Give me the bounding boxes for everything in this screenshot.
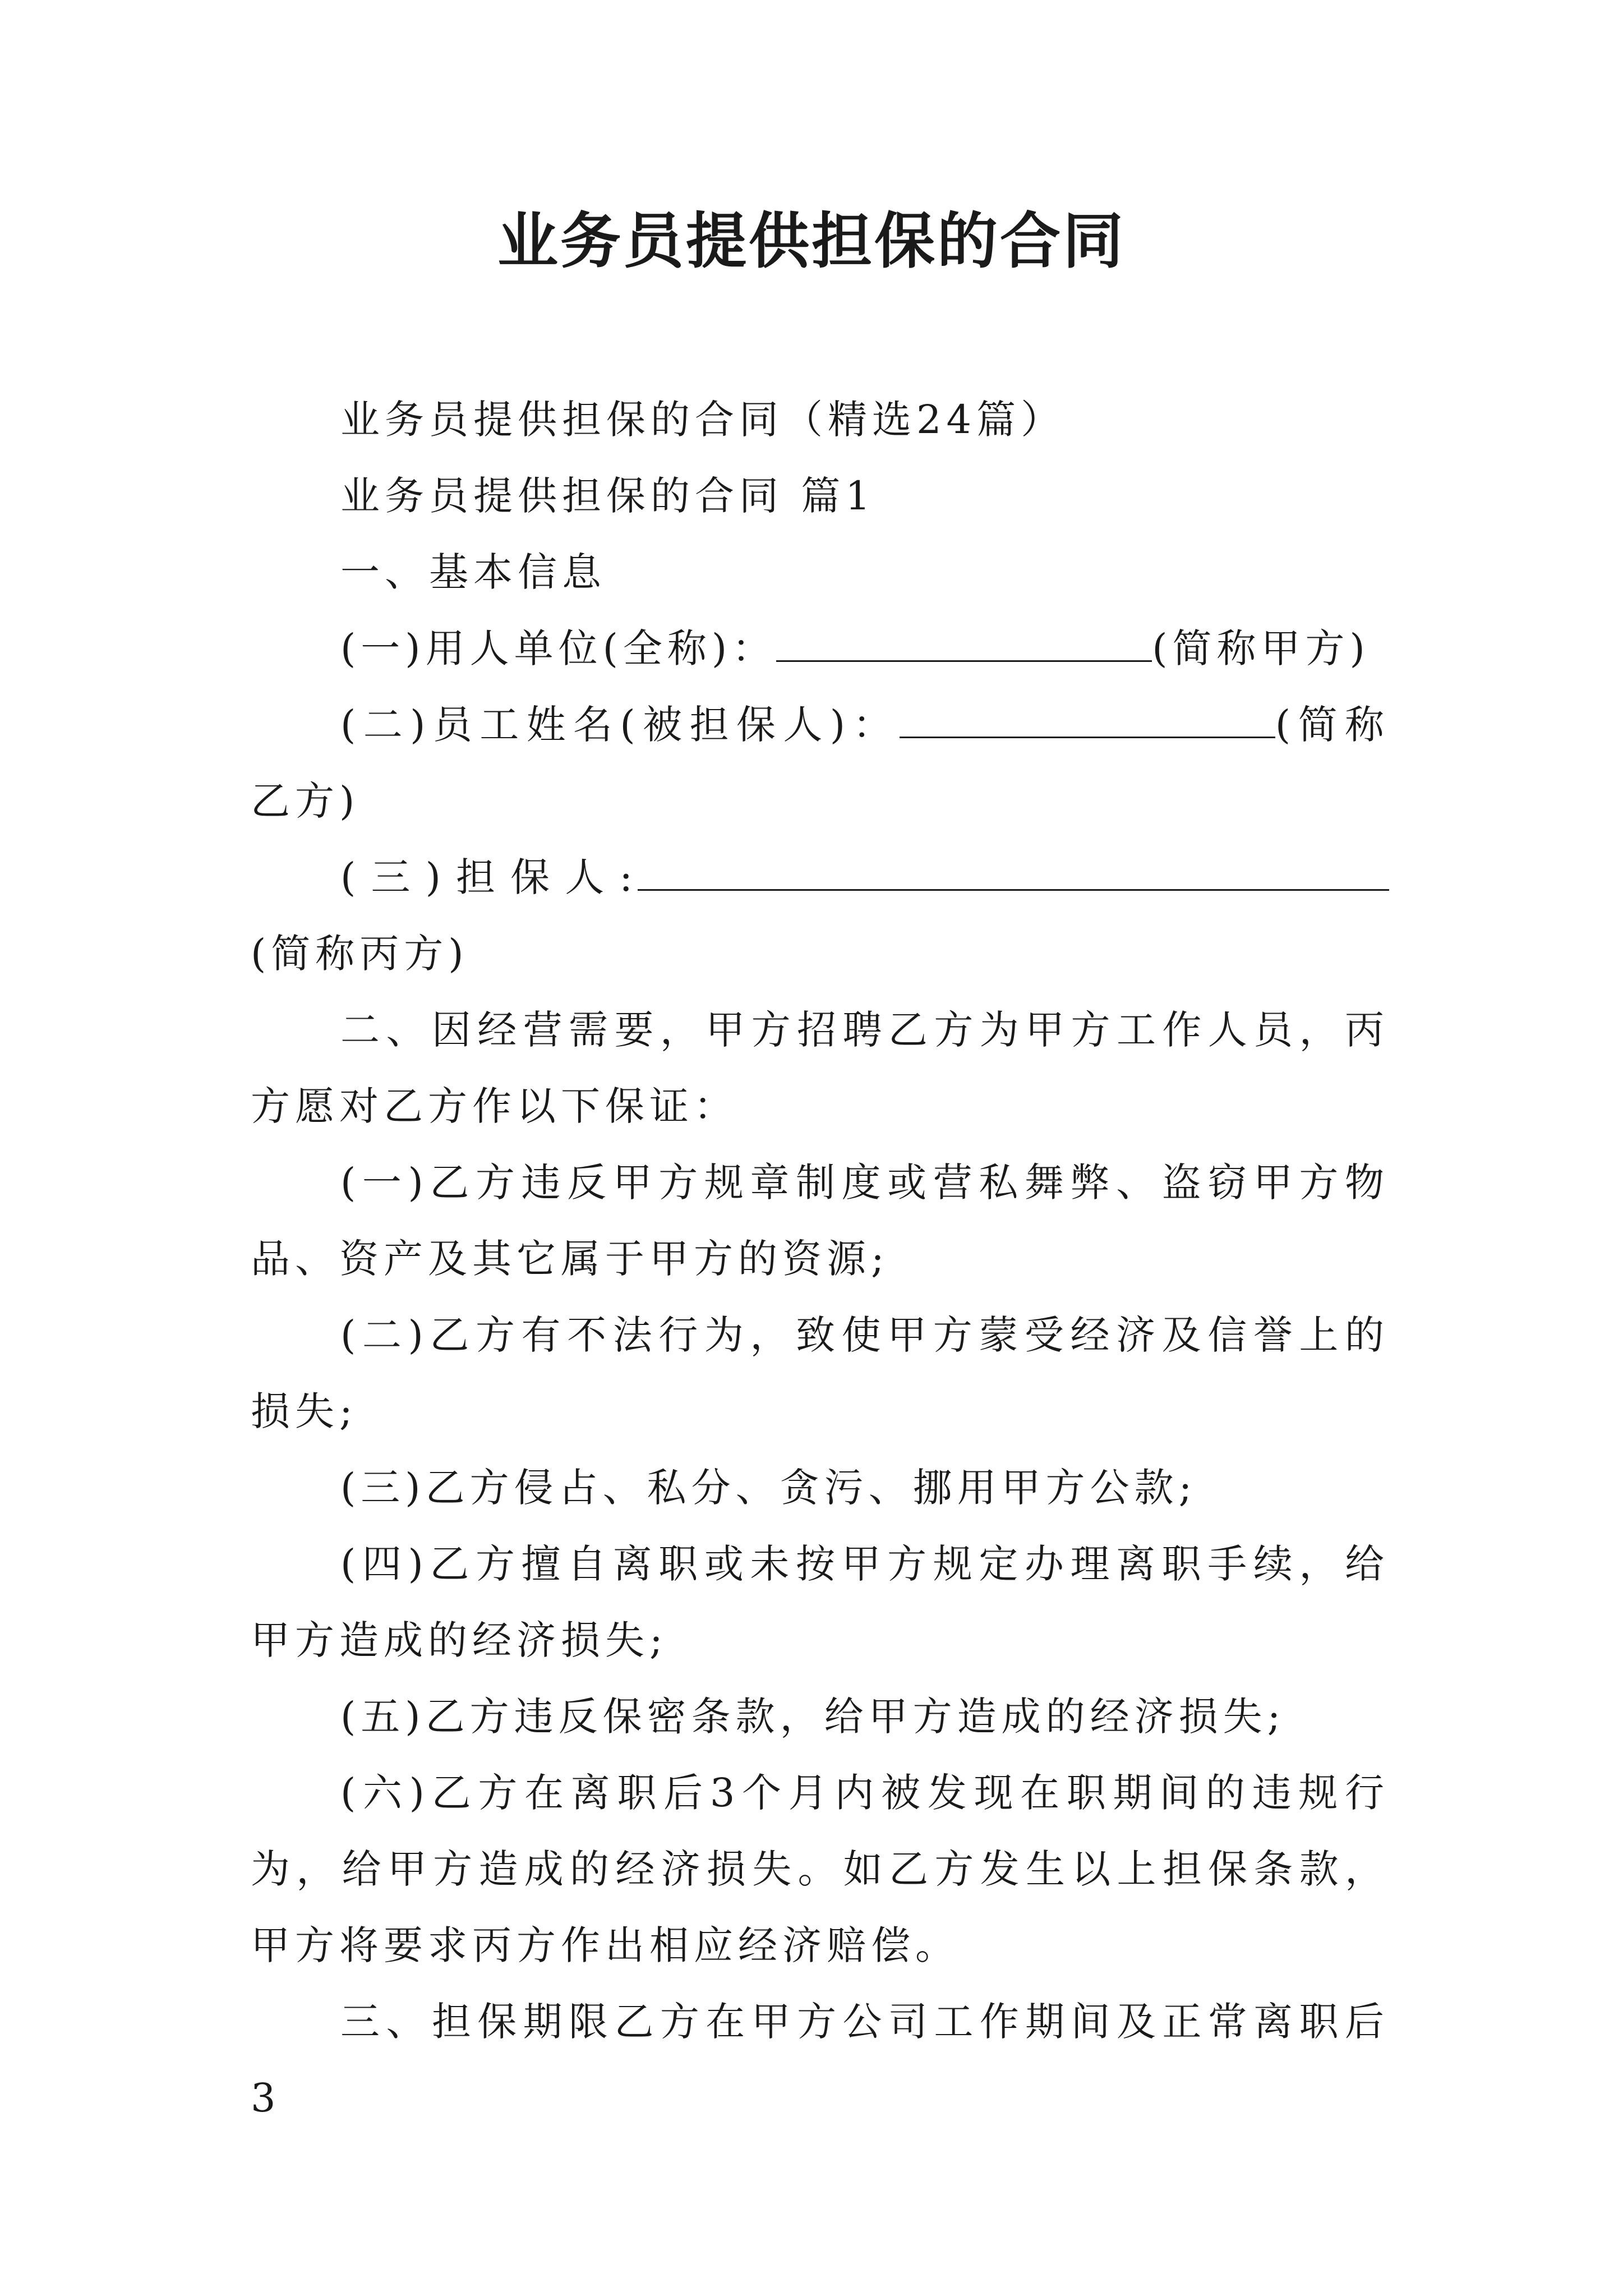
guarantor-suffix: (简称丙方) [251,931,469,977]
paragraph-employee [251,687,1389,839]
paragraph-clause-1: (一)乙方违反甲方规章制度或营私舞弊、盗窃甲方物品、资产及其它属于甲方的资源; [251,1159,1389,1282]
paragraph-clause-2: (二)乙方有不法行为，致使甲方蒙受经济及信誉上的损失; [251,1312,1389,1434]
employer-blank [776,621,1152,662]
employer-suffix: (简称甲方) [1152,625,1370,671]
paragraph-clause-6: (六)乙方在离职后3个月内被发现在职期间的违规行为，给甲方造成的经济损失。如乙方发生以上担保条款，甲方将要求丙方作出相应经济赔偿。 [251,1770,1389,1968]
section-heading: 业务员提供担保的合同 篇1 [340,473,875,519]
document-body [251,381,1389,2136]
paragraph-employer [251,610,1389,687]
employee-suffix: (简称乙方) [251,702,1389,824]
document-subtitle: 业务员提供担保的合同（精选24篇） [340,397,1066,443]
employer-label: (一)用人单位(全称)： [340,625,777,671]
paragraph-clause-4: (四)乙方擅自离职或未按甲方规定办理离职手续，给甲方造成的经济损失; [251,1541,1389,1663]
guarantor-label: (三)担保人: [340,854,638,900]
document-title: 业务员提供担保的合同 [497,206,1126,277]
paragraph-term: 三、担保期限乙方在甲方公司工作期间及正常离职后3 [251,1999,1389,2121]
paragraph-guarantor [251,839,1389,992]
employee-blank [900,697,1275,738]
employee-label: (二)员工姓名(被担保人)： [340,702,900,748]
guarantor-blank [638,850,1389,891]
paragraph-clause-5: (五)乙方违反保密条款，给甲方造成的经济损失; [340,1694,1286,1740]
paragraph-guarantee-intro: 二、因经营需要，甲方招聘乙方为甲方工作人员，丙方愿对乙方作以下保证： [251,1007,1389,1129]
paragraph-basic-info: 一、基本信息 [340,549,606,595]
paragraph-clause-3: (三)乙方侵占、私分、贪污、挪用甲方公款; [340,1465,1197,1511]
